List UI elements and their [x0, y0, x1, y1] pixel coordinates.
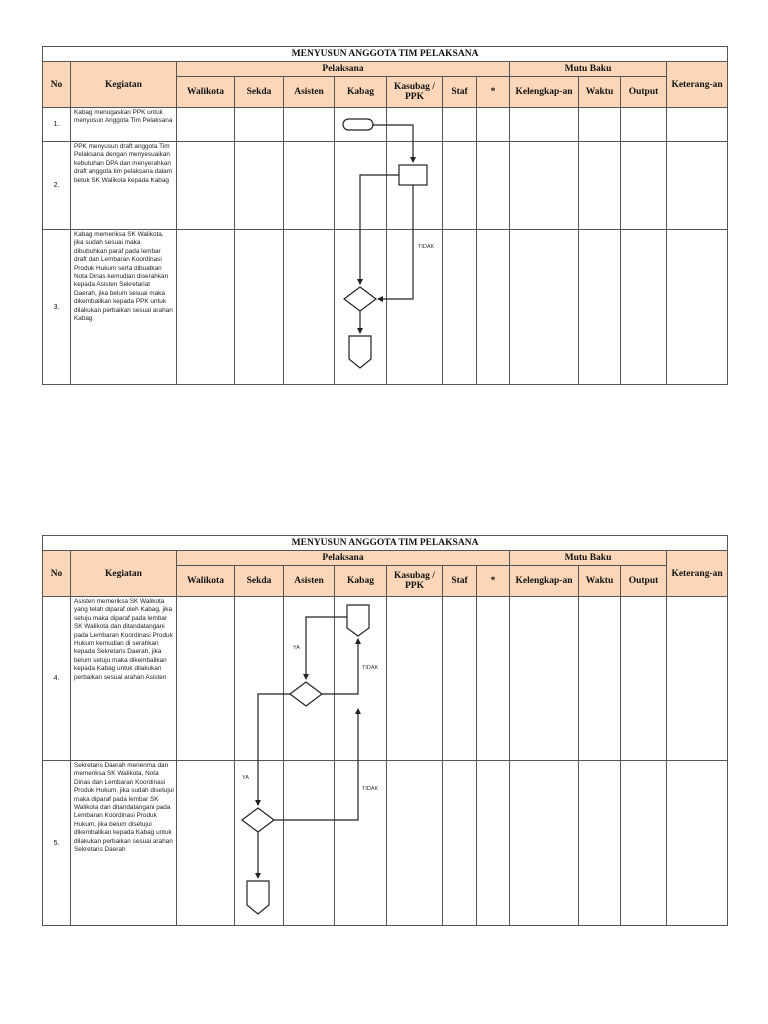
header-sekda: Sekda: [235, 77, 284, 108]
table-row: [43, 597, 728, 761]
label-ya: YA: [293, 645, 300, 651]
label-tidak: TIDAK: [418, 244, 435, 250]
table-title: MENYUSUN ANGGOTA TIM PELAKSANA: [43, 47, 728, 62]
header-kegiatan: Kegiatan: [71, 62, 177, 108]
header-keterangan: Keterang-an: [667, 62, 728, 108]
header-waktu: Waktu: [579, 566, 621, 597]
table-row: [43, 230, 728, 385]
sop-table-1: [42, 46, 728, 385]
row-kegiatan: Asisten memeriksa SK Walikota yang telah diparaf oleh Kabag, jika setuju maka diparaf pada lembar SK Walikota dan ditandatangani pada Lembaran Koordinasi Produk Hukum kemudian di serahkan kepada Sekretaris Daerah, jika belum setuju maka dikembalikan kepada Kabag untuk dilakukan perbaikan sesuai arahan Asisten: [71, 597, 177, 761]
header-kelengkapan: Kelengkap-an: [510, 77, 579, 108]
header-keterangan: Keterang-an: [667, 551, 728, 597]
header-output: Output: [621, 77, 667, 108]
label-tidak: TIDAK: [362, 665, 379, 671]
header-sekda: Sekda: [235, 566, 284, 597]
row-kegiatan: Sekretaris Daerah menerima dan memeriksa SK Walikota, Nota Dinas dan Lembaran Koordinasi Produk Hukum, jika sudah disetujui maka diparaf pada lembar SK Walikota dan ditandatangani pada Lembaran Koordinasi Produk Hukum, jika belum disetujui dikembalikan kepada Kabag untuk dilakukan perbaikan sesuai arahan Sekretaris Daerah: [71, 761, 177, 926]
header-walikota: Walikota: [177, 566, 235, 597]
header-kegiatan: Kegiatan: [71, 551, 177, 597]
header-kabag: Kabag: [335, 77, 387, 108]
header-staf: Staf: [443, 77, 477, 108]
header-asisten: Asisten: [284, 566, 335, 597]
table-row: [43, 108, 728, 142]
row-number: 1.: [43, 108, 71, 142]
header-walikota: Walikota: [177, 77, 235, 108]
table-row: [43, 761, 728, 926]
header-kasubag-ppk: Kasubag / PPK: [387, 566, 443, 597]
header-waktu: Waktu: [579, 77, 621, 108]
header-no: No: [43, 62, 71, 108]
header-no: No: [43, 551, 71, 597]
header-pelaksana: Pelaksana: [177, 551, 510, 566]
header-star: *: [477, 566, 510, 597]
header-staf: Staf: [443, 566, 477, 597]
header-mutu-baku: Mutu Baku: [510, 62, 667, 77]
header-kasubag-ppk: Kasubag / PPK: [387, 77, 443, 108]
header-asisten: Asisten: [284, 77, 335, 108]
header-kabag: Kabag: [335, 566, 387, 597]
row-kegiatan: PPK menyusun draft anggota Tim Pelaksana dengan menyesuaikan kebutuhan DPA dan menyerahkan draft anggota tim pelaksana dalam betuk SK Walikota kepada Kabag: [71, 142, 177, 230]
header-kelengkapan: Kelengkap-an: [510, 566, 579, 597]
table-title: MENYUSUN ANGGOTA TIM PELAKSANA: [43, 536, 728, 551]
header-star: *: [477, 77, 510, 108]
label-ya: YA: [242, 775, 249, 781]
row-kegiatan: Kabag memeriksa SK Walikota, jika sudah sesuai maka dibubuhkan paraf pada lembar draft dan Lembaran Koordinasi Produk Hukum serta dibuatkan Nota Dinas kemudian diserahkan kepada Asisten Sekretariat Daerah, jika belum sesuai maka dikembalikan kepada PPK untuk dilakukan perbaikan sesuai arahan Kabag: [71, 230, 177, 385]
header-mutu-baku: Mutu Baku: [510, 551, 667, 566]
header-output: Output: [621, 566, 667, 597]
label-tidak: TIDAK: [362, 786, 379, 792]
row-number: 3.: [43, 230, 71, 385]
row-kegiatan: Kabag menugaskan PPK untuk menyusun Anggota Tim Pelaksana: [71, 108, 177, 142]
header-pelaksana: Pelaksana: [177, 62, 510, 77]
table-row: [43, 142, 728, 230]
row-number: 2.: [43, 142, 71, 230]
row-number: 5.: [43, 761, 71, 926]
row-number: 4.: [43, 597, 71, 761]
sop-table-2: [42, 535, 728, 926]
